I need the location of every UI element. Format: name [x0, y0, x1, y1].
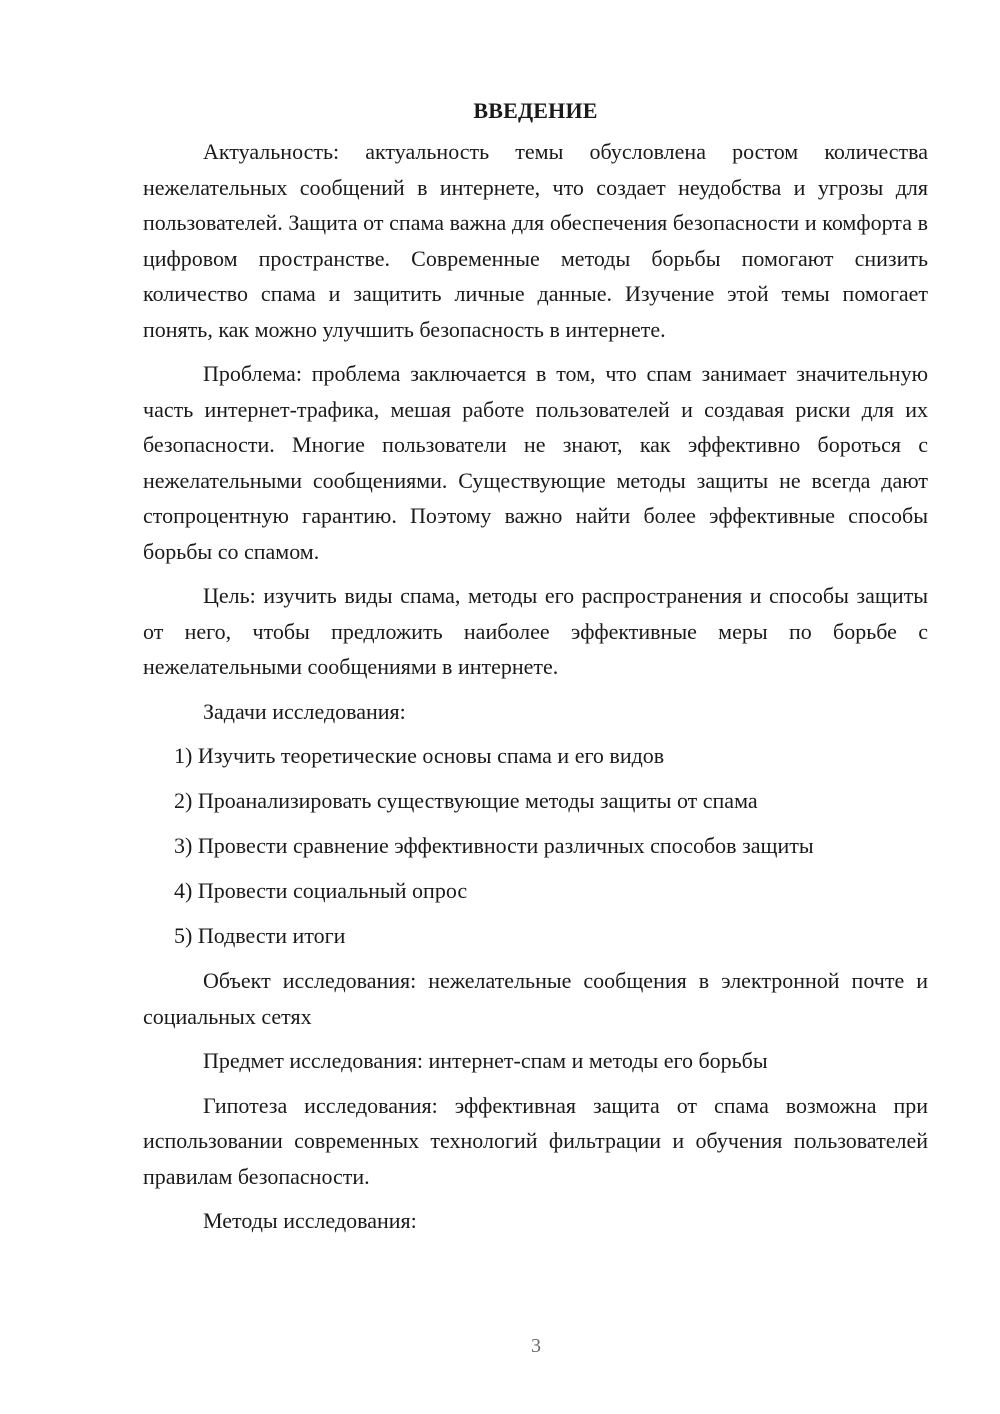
list-item: 1) Изучить теоретические основы спама и его видов: [174, 743, 665, 768]
subject-paragraph: Предмет исследования: интернет-спам и методы его борьбы: [203, 1048, 768, 1073]
list-item: 3) Провести сравнение эффективности различных способов защиты: [174, 833, 814, 858]
list-item: 5) Подвести итоги: [174, 923, 346, 948]
page-number: 3: [531, 1335, 541, 1357]
hypothesis-paragraph: Гипотеза исследования: эффективная защита от спама возможна при использовании современных технологий фильтрации и обучения пользователей правилам безопасности.: [143, 1092, 928, 1189]
methods-paragraph: Методы исследования:: [203, 1208, 417, 1233]
tasks-list: [143, 738, 928, 954]
goal-paragraph: Цель: изучить виды спама, методы его распространения и способы защиты от него, чтобы предложить наиболее эффективные меры по борьбе с нежелательными сообщениями в интернете.: [143, 583, 928, 679]
document-page: [143, 96, 928, 1248]
problem-paragraph: Проблема: проблема заключается в том, что спам занимает значительную часть интернет-трафика, мешая работе пользователей и создавая риски для их безопасности. Многие пользователи не знают, как эффективно бороться с нежелательными сообщениями. Существующие методы защиты не всегда дают стопроцентную гарантию. Поэтому важно найти более эффективные способы борьбы со спамом.: [143, 361, 928, 564]
list-item: 4) Провести социальный опрос: [174, 878, 468, 903]
section-heading: ВВЕДЕНИЕ: [473, 98, 598, 123]
relevance-paragraph: Актуальность: актуальность темы обусловлена ростом количества нежелательных сообщений в интернете, что создает неудобства и угрозы для пользователей. Защита от спама важна для обеспечения безопасности и комфорта в цифровом пространстве. Современные методы борьбы помогают снизить количество спама и защитить личные данные. Изучение этой темы помогает понять, как можно улучшить безопасность в интернете.: [143, 139, 928, 342]
list-item: 2) Проанализировать существующие методы защиты от спама: [174, 788, 758, 813]
tasks-heading: Задачи исследования:: [203, 698, 406, 724]
object-paragraph: Объект исследования: нежелательные сообщения в электронной почте и социальных сетях: [143, 968, 928, 1029]
